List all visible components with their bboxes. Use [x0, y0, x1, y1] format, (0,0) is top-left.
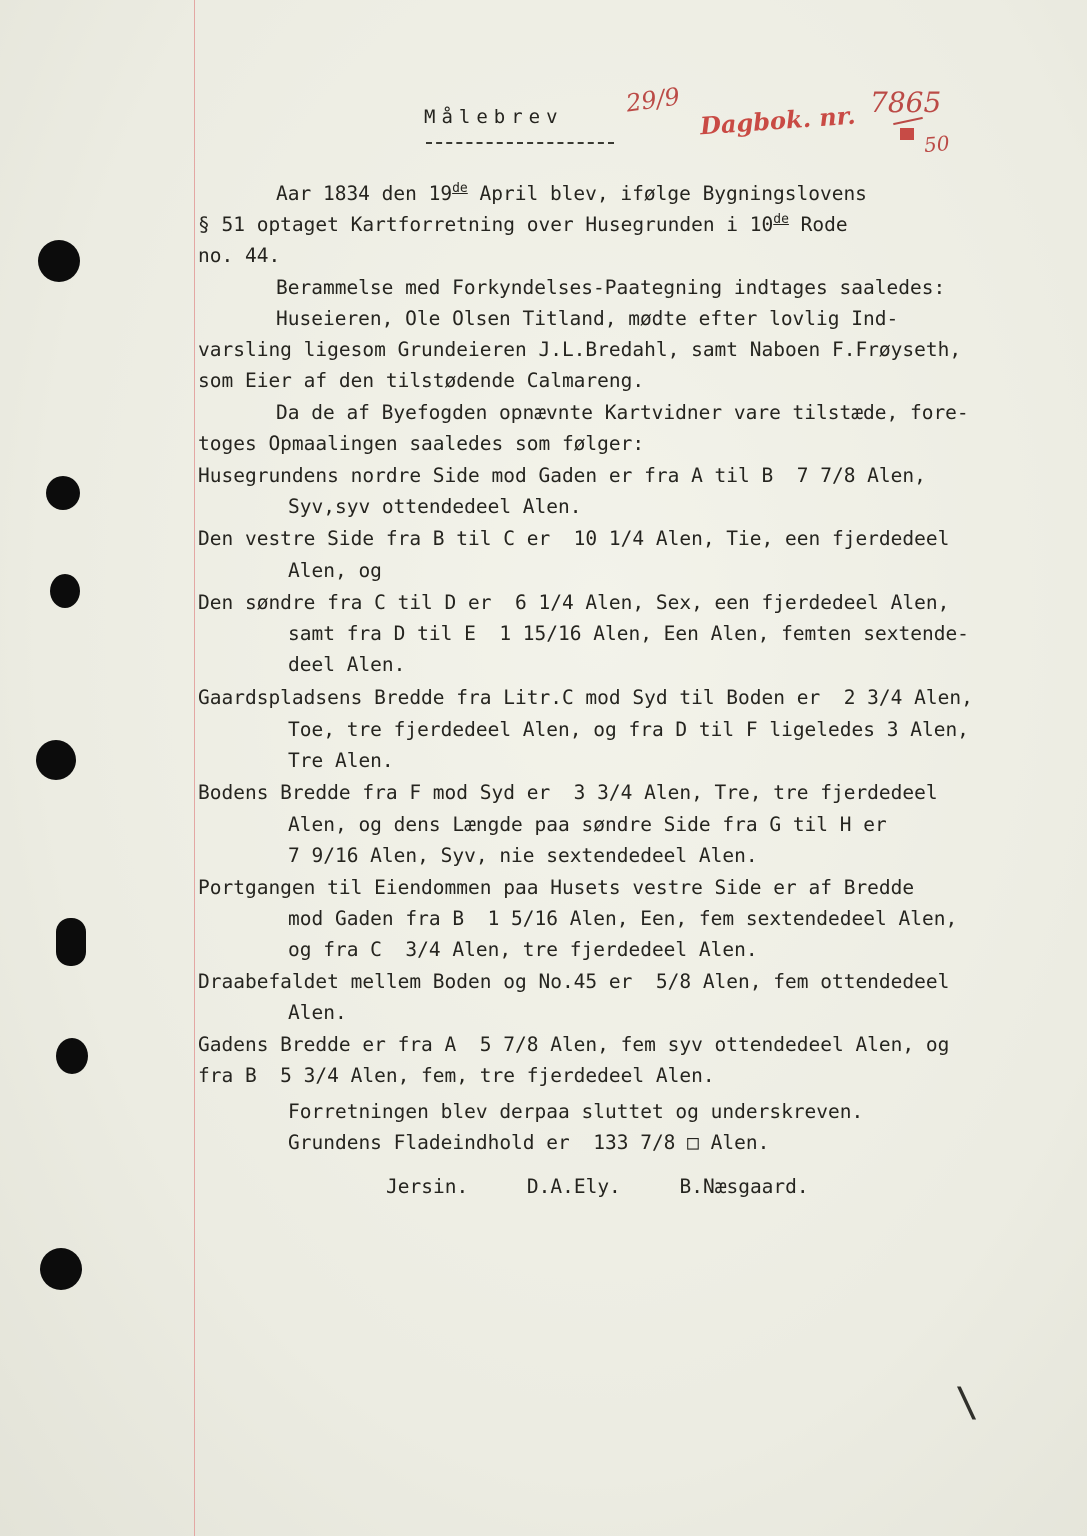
text-line [276, 183, 867, 208]
handwritten-year: 50 [923, 130, 951, 158]
handwritten-number: 7865 [870, 86, 942, 119]
text-line: Toe, tre fjerdedeel Alen, og fra D til F ligeledes 3 Alen, [288, 718, 969, 741]
text-line: Alen, og dens Længde paa søndre Side fra G til H er [288, 813, 887, 836]
handwritten-mark [900, 128, 914, 140]
text-line: Tre Alen. [288, 749, 394, 772]
text-segment: April blev, ifølge Bygningslovens [467, 182, 867, 205]
punch-hole [56, 1038, 88, 1074]
check-mark-icon: \ [955, 1380, 980, 1426]
ordinal-superscript: de [452, 181, 468, 196]
document-title: Målebrev [424, 106, 564, 128]
text-line: Husegrundens nordre Side mod Gaden er fra A til B 7 7/8 Alen, [198, 464, 926, 487]
text-line: Grundens Fladeindhold er 133 7/8 □ Alen. [288, 1131, 770, 1154]
text-line: Berammelse med Forkyndelses-Paategning indtages saaledes: [276, 276, 946, 299]
punch-hole [38, 240, 80, 282]
margin-line [194, 0, 195, 1536]
text-line: Gaardspladsens Bredde fra Litr.C mod Syd til Boden er 2 3/4 Alen, [198, 686, 973, 709]
text-line: 7 9/16 Alen, Syv, nie sextendedeel Alen. [288, 844, 758, 867]
text-line: Den vestre Side fra B til C er 10 1/4 Alen, Tie, een fjerdedeel [198, 527, 950, 550]
text-line: mod Gaden fra B 1 5/16 Alen, Een, fem sextendedeel Alen, [288, 907, 958, 930]
text-line: Draabefaldet mellem Boden og No.45 er 5/8 Alen, fem ottendedeel [198, 970, 950, 993]
text-line: Forretningen blev derpaa sluttet og underskreven. [288, 1100, 864, 1123]
text-line: varsling ligesom Grundeieren J.L.Bredahl, samt Naboen F.Frøyseth, [198, 338, 962, 361]
punch-hole [36, 740, 76, 780]
text-line: og fra C 3/4 Alen, tre fjerdedeel Alen. [288, 938, 758, 961]
text-segment: Rode [788, 213, 848, 236]
text-line: fra B 5 3/4 Alen, fem, tre fjerdedeel Alen. [198, 1064, 715, 1087]
text-segment: § 51 optaget Kartforretning over Husegrunden i 10 [198, 213, 774, 236]
text-line: Da de af Byefogden opnævnte Kartvidner vare tilstæde, fore- [276, 401, 969, 424]
text-line: Portgangen til Eiendommen paa Husets vestre Side er af Bredde [198, 876, 915, 899]
text-segment: Aar 1834 den 19 [276, 182, 453, 205]
text-line: som Eier af den tilstødende Calmareng. [198, 369, 645, 392]
punch-hole [50, 574, 80, 608]
text-line: Syv,syv ottendedeel Alen. [288, 495, 582, 518]
text-line: Bodens Bredde fra F mod Syd er 3 3/4 Alen, Tre, tre fjerdedeel [198, 781, 938, 804]
text-line: Alen. [288, 1001, 347, 1024]
title-underline [426, 142, 614, 144]
ordinal-superscript: de [773, 212, 789, 227]
handwritten-date: 29/9 [624, 82, 682, 118]
punch-hole [40, 1248, 82, 1290]
punch-hole [56, 918, 86, 966]
punch-hole [46, 476, 80, 510]
text-line: no. 44. [198, 244, 281, 267]
text-line: Gadens Bredde er fra A 5 7/8 Alen, fem syv ottendedeel Alen, og [198, 1033, 950, 1056]
text-line: deel Alen. [288, 653, 406, 676]
text-line: toges Opmaalingen saaledes som følger: [198, 432, 645, 455]
text-line: Den søndre fra C til D er 6 1/4 Alen, Sex, een fjerdedeel Alen, [198, 591, 950, 614]
text-line [198, 214, 848, 239]
text-line: Alen, og [288, 559, 382, 582]
dagbok-stamp: Dagbok. nr. [699, 100, 857, 141]
text-line: Huseieren, Ole Olsen Titland, mødte efter lovlig Ind- [276, 307, 899, 330]
text-line: samt fra D til E 1 15/16 Alen, Een Alen, femten sextende- [288, 622, 969, 645]
text-line: Jersin. D.A.Ely. B.Næsgaard. [386, 1175, 809, 1198]
